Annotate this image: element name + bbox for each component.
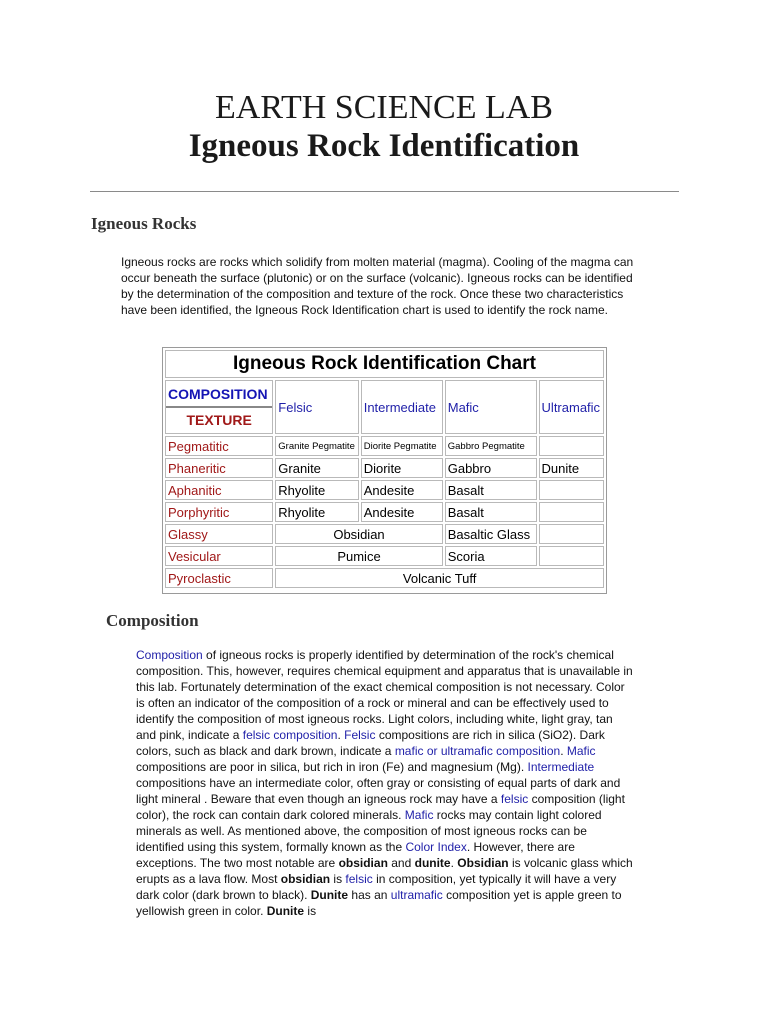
texture-cell: Phaneritic bbox=[165, 458, 273, 478]
text-run: . bbox=[337, 728, 345, 742]
text-run: . bbox=[450, 856, 458, 870]
text-run: is bbox=[304, 904, 317, 918]
table-cell: Granite Pegmatite bbox=[275, 436, 358, 456]
texture-cell: Aphanitic bbox=[165, 480, 273, 500]
table-cell bbox=[539, 546, 604, 566]
table-cell: Obsidian bbox=[275, 524, 442, 544]
table-cell: Basaltic Glass bbox=[445, 524, 537, 544]
table-cell: Rhyolite bbox=[275, 480, 358, 500]
table-cell: Granite bbox=[275, 458, 358, 478]
table-cell: Pumice bbox=[275, 546, 442, 566]
table-cell bbox=[539, 502, 604, 522]
chart-caption: Igneous Rock Identification Chart bbox=[165, 350, 604, 378]
text-run: has an bbox=[348, 888, 391, 902]
table-cell: Andesite bbox=[361, 480, 443, 500]
table-cell: Basalt bbox=[445, 502, 537, 522]
horizontal-divider bbox=[90, 191, 679, 192]
texture-cell: Porphyritic bbox=[165, 502, 273, 522]
text-run: compositions have an intermediate color, often gray or consisting of equal parts of dark and light mineral . Beware that even though an igneous rock may have a bbox=[136, 776, 621, 806]
table-cell: Scoria bbox=[445, 546, 537, 566]
text-run: compositions are poor in silica, but rich in iron (Fe) and magnesium (Mg). bbox=[136, 760, 528, 774]
table-cell: Gabbro bbox=[445, 458, 537, 478]
bold-term: obsidian bbox=[280, 872, 331, 886]
texture-cell: Glassy bbox=[165, 524, 273, 544]
text-run: rocks may contain light colored minerals as well. As mentioned above, the composition of most igneous rocks can be identified using this system, formally known as the bbox=[136, 808, 602, 854]
highlighted-term: Felsic bbox=[344, 728, 376, 742]
table-row bbox=[165, 524, 604, 544]
column-header-mafic: Mafic bbox=[445, 380, 537, 434]
igneous-rock-identification-chart bbox=[162, 347, 607, 594]
section-heading-igneous-rocks: Igneous Rocks bbox=[91, 214, 197, 233]
highlighted-term: mafic or ultramafic composition bbox=[394, 744, 561, 758]
table-cell: Basalt bbox=[445, 480, 537, 500]
column-header-intermediate: Intermediate bbox=[361, 380, 443, 434]
table-cell: Dunite bbox=[539, 458, 604, 478]
chart-table bbox=[163, 348, 606, 590]
table-cell bbox=[539, 480, 604, 500]
text-run: compositions are rich in silica (SiO2). Dark colors, such as black and dark brown, indicate a bbox=[136, 728, 605, 758]
text-run: . However, there are exceptions. The two most notable are bbox=[136, 840, 575, 870]
table-cell bbox=[539, 524, 604, 544]
section-heading-composition: Composition bbox=[106, 611, 199, 630]
text-run: in composition, yet typically it will have a very dark color (dark brown to black). bbox=[136, 872, 617, 902]
table-row bbox=[165, 502, 604, 522]
table-cell bbox=[539, 436, 604, 456]
highlighted-term: Mafic bbox=[566, 744, 596, 758]
highlighted-term: ultramafic bbox=[390, 888, 443, 902]
table-row bbox=[165, 568, 604, 588]
table-row bbox=[165, 458, 604, 478]
bold-term: obsidian bbox=[338, 856, 388, 870]
corner-header-cell bbox=[165, 380, 273, 434]
text-run: . bbox=[560, 744, 567, 758]
page-title-line1: EARTH SCIENCE LAB bbox=[215, 89, 553, 126]
table-cell: Andesite bbox=[361, 502, 443, 522]
text-run: of igneous rocks is properly identified by determination of the rock's chemical composition. This, however, requires chemical equipment and apparatus that is unavailable in this lab. Fortunately determination of the exact chemical composition is not necessary. Color is often an indicator of the composition of a rock or mineral and can be effectively used to identify the composition of most igneous rocks. Light colors, including white, light gray, tan and pink, indicate a bbox=[136, 648, 633, 742]
highlighted-term: Color Index bbox=[405, 840, 467, 854]
table-cell: Rhyolite bbox=[275, 502, 358, 522]
highlighted-term: Intermediate bbox=[527, 760, 595, 774]
table-row bbox=[165, 546, 604, 566]
highlighted-term: felsic composition bbox=[242, 728, 338, 742]
composition-label: COMPOSITION bbox=[166, 386, 272, 408]
bold-term: Dunite bbox=[266, 904, 305, 918]
composition-paragraph bbox=[136, 647, 636, 919]
text-run: is volcanic glass which erupts as a lava flow. Most bbox=[136, 856, 633, 886]
table-row bbox=[165, 480, 604, 500]
texture-label: TEXTURE bbox=[186, 412, 252, 428]
text-run: composition (light color), the rock can contain dark colored minerals. bbox=[136, 792, 625, 822]
column-header-felsic: Felsic bbox=[275, 380, 358, 434]
table-cell: Volcanic Tuff bbox=[275, 568, 604, 588]
highlighted-term: Composition bbox=[136, 648, 203, 662]
table-row bbox=[165, 436, 604, 456]
bold-term: dunite bbox=[414, 856, 451, 870]
texture-cell: Pyroclastic bbox=[165, 568, 273, 588]
text-run: is bbox=[330, 872, 346, 886]
table-cell: Diorite bbox=[361, 458, 443, 478]
table-cell: Diorite Pegmatite bbox=[361, 436, 443, 456]
table-cell: Gabbro Pegmatite bbox=[445, 436, 537, 456]
texture-cell: Vesicular bbox=[165, 546, 273, 566]
highlighted-term: felsic bbox=[500, 792, 529, 806]
column-header-ultramafic: Ultramafic bbox=[539, 380, 604, 434]
text-run: and bbox=[387, 856, 415, 870]
highlighted-term: felsic bbox=[345, 872, 373, 886]
text-run: composition yet is apple green to yellowish green in color. bbox=[136, 888, 622, 918]
page-title-line2: Igneous Rock Identification bbox=[188, 128, 580, 164]
intro-paragraph: Igneous rocks are rocks which solidify from molten material (magma). Cooling of the magma can occur beneath the surface (plutonic) or on the surface (volcanic). Igneous rocks can be identified by the determination of the composition and texture of the rock. Once these two characteristics have been identified, the Igneous Rock Identification chart is used to identify the rock name. bbox=[121, 255, 634, 317]
texture-cell: Pegmatitic bbox=[165, 436, 273, 456]
highlighted-term: Mafic bbox=[404, 808, 434, 822]
bold-term: Dunite bbox=[310, 888, 349, 902]
bold-term: Obsidian bbox=[457, 856, 509, 870]
